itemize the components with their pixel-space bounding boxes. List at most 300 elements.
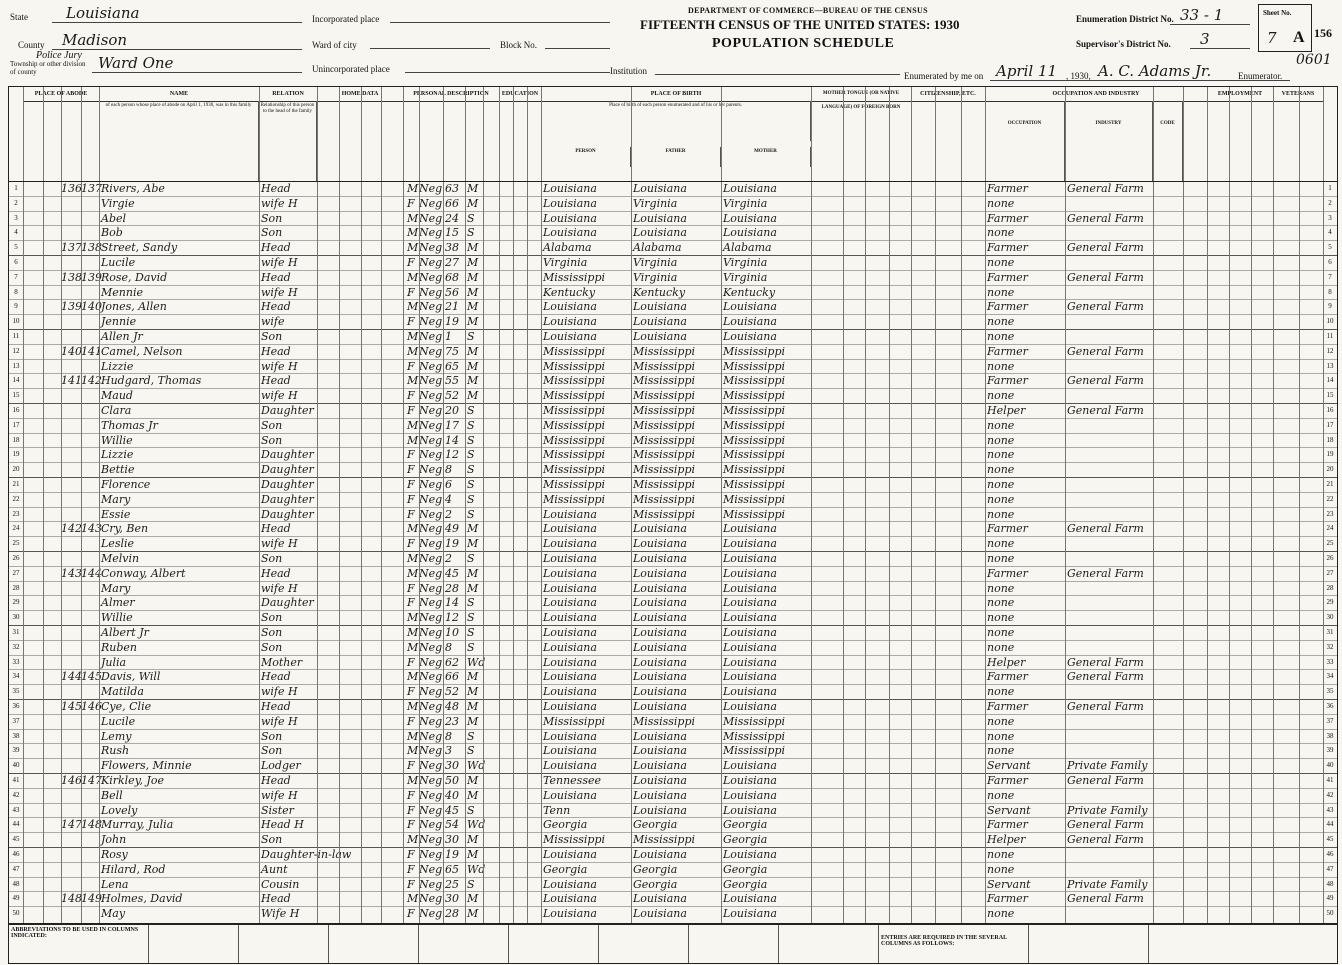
cell-mpob: Alabama	[723, 241, 772, 255]
row-number-right: 50	[1326, 909, 1334, 918]
cell-rel: Head	[261, 670, 291, 684]
cell-age: 66	[445, 670, 459, 684]
cell-age: 28	[445, 581, 459, 595]
cell-ms: M	[467, 581, 479, 595]
cell-ms: M	[467, 300, 479, 314]
cell-ln: 12	[12, 346, 20, 355]
cell-sex: M	[407, 640, 419, 654]
cell-name: Rush	[101, 744, 130, 758]
column-divider	[1183, 87, 1184, 923]
row-number-right: 36	[1326, 702, 1334, 710]
cell-fpob: Louisiana	[633, 803, 687, 817]
cell-race: Neg	[419, 848, 443, 861]
cell-ln: 24	[12, 524, 20, 533]
census-title: FIFTEENTH CENSUS OF THE UNITED STATES: 1930	[640, 17, 960, 32]
cell-fpob: Kentucky	[633, 285, 686, 299]
cell-sex: F	[407, 537, 415, 551]
cell-name: Bob	[101, 226, 123, 240]
cell-ln: 42	[12, 790, 20, 799]
cell-rel: Son	[261, 211, 283, 225]
row-number-right: 12	[1326, 346, 1334, 355]
cell-mpob: Louisiana	[723, 670, 777, 684]
cell-fam: 143	[81, 522, 102, 536]
cell-rel: Head	[261, 700, 291, 713]
cell-pob: Louisiana	[543, 211, 597, 225]
cell-sex: F	[407, 492, 415, 506]
occupation-head: OCCUPATION	[985, 101, 1065, 181]
township-label: Township or other division of county	[10, 60, 86, 76]
cell-rel: Lodger	[261, 759, 301, 773]
cell-rel: Head	[261, 182, 291, 195]
cell-rel: Daughter	[261, 596, 314, 610]
cell-age: 17	[445, 418, 459, 432]
cell-dw: 140	[61, 344, 82, 358]
cell-ln: 34	[12, 672, 20, 681]
cell-fpob: Louisiana	[633, 640, 687, 654]
cell-pob: Louisiana	[543, 640, 597, 654]
cell-ms: S	[467, 330, 475, 343]
cell-ms: M	[467, 256, 479, 269]
cell-ms: Wd	[467, 759, 486, 773]
group-tongue: MOTHER TONGUE (OR NATIVE LANGUAGE) OF FOREIGN BORN	[811, 87, 912, 102]
cell-sex: M	[407, 374, 419, 388]
cell-race: Neg	[419, 300, 443, 314]
cell-ms: M	[467, 685, 479, 699]
cell-pob: Louisiana	[543, 552, 597, 565]
group-relation: RELATION	[259, 87, 318, 102]
cell-mpob: Virginia	[723, 256, 768, 269]
cell-occ: none	[987, 492, 1015, 506]
cell-race: Neg	[419, 270, 443, 284]
cell-name: Maud	[101, 389, 133, 403]
cell-sex: F	[407, 818, 415, 832]
cell-mpob: Mississippi	[723, 729, 785, 743]
cell-age: 4	[445, 492, 452, 506]
cell-sex: M	[407, 433, 419, 447]
cell-mpob: Louisiana	[723, 685, 777, 699]
column-divider	[43, 87, 44, 923]
row-number-right: 29	[1326, 598, 1334, 607]
cell-sex: F	[407, 256, 415, 269]
cell-race: Neg	[419, 433, 443, 447]
enum-district-label: Enumeration District No.	[1076, 14, 1174, 24]
row-number-right: 39	[1326, 746, 1334, 755]
cell-pob: Louisiana	[543, 626, 597, 639]
cell-fpob: Georgia	[633, 862, 678, 876]
row-number-right: 31	[1326, 628, 1334, 636]
cell-pob: Louisiana	[543, 507, 597, 521]
cell-rel: Mother	[261, 655, 303, 669]
column-divider	[23, 87, 24, 923]
row-number-right: 49	[1326, 894, 1334, 903]
row-number-right: 21	[1326, 480, 1334, 488]
cell-mpob: Louisiana	[723, 788, 777, 802]
cell-ln: 22	[12, 494, 20, 503]
sheet-value: 7	[1267, 29, 1277, 47]
cell-pob: Louisiana	[543, 788, 597, 802]
cell-ms: S	[467, 507, 475, 521]
cell-occ: Farmer	[987, 700, 1028, 713]
cell-ind: Private Family	[1067, 877, 1148, 891]
cell-mpob: Louisiana	[723, 892, 777, 906]
cell-ln: 38	[12, 731, 20, 740]
block-label: Block No.	[500, 40, 537, 50]
cell-race: Neg	[419, 759, 443, 773]
cell-pob: Louisiana	[543, 330, 597, 343]
group-birth: PLACE OF BIRTH	[541, 87, 812, 102]
cell-race: Neg	[419, 744, 443, 758]
cell-pob: Mississippi	[543, 463, 605, 477]
cell-ln: 20	[12, 465, 20, 474]
cell-ind: General Farm	[1067, 818, 1144, 832]
cell-race: Neg	[419, 256, 443, 269]
cell-occ: Farmer	[987, 818, 1028, 832]
corner-number: 0601	[1296, 52, 1332, 68]
cell-pob: Alabama	[543, 241, 592, 255]
township-value: Ward One	[98, 54, 174, 72]
column-divider	[911, 87, 912, 923]
row-number-right: 34	[1326, 672, 1334, 681]
cell-race: Neg	[419, 448, 443, 462]
cell-mpob: Mississippi	[723, 744, 785, 758]
cell-pob: Tennessee	[543, 774, 601, 787]
cell-race: Neg	[419, 640, 443, 654]
column-divider	[721, 87, 722, 923]
column-divider	[403, 87, 404, 923]
cell-fpob: Louisiana	[633, 211, 687, 225]
cell-ln: 32	[12, 642, 20, 651]
cell-mpob: Louisiana	[723, 655, 777, 669]
cell-ind: General Farm	[1067, 241, 1144, 255]
group-employment: EMPLOYMENT	[1207, 87, 1274, 102]
cell-fpob: Louisiana	[633, 848, 687, 861]
cell-ms: M	[467, 522, 479, 536]
row-number-right: 15	[1326, 391, 1334, 400]
cell-fam: 144	[81, 566, 102, 580]
cell-fam: 141	[81, 344, 102, 358]
cell-sex: F	[407, 463, 415, 477]
cell-ms: M	[467, 670, 479, 684]
cell-name: Mary	[101, 581, 131, 595]
column-divider	[381, 87, 382, 923]
cell-ms: M	[467, 714, 479, 728]
cell-ln: 7	[14, 272, 18, 281]
cell-race: Neg	[419, 478, 443, 491]
cell-race: Neg	[419, 418, 443, 432]
cell-age: 8	[445, 729, 452, 743]
cell-ln: 8	[14, 287, 18, 296]
cell-ind: General Farm	[1067, 344, 1144, 358]
cell-sex: M	[407, 182, 419, 195]
cell-occ: Helper	[987, 404, 1026, 417]
cell-mpob: Georgia	[723, 833, 768, 847]
cell-pob: Louisiana	[543, 522, 597, 536]
cell-sex: M	[407, 626, 419, 639]
cell-fpob: Louisiana	[633, 537, 687, 551]
cell-sex: F	[407, 848, 415, 861]
institution-label: Institution	[610, 66, 648, 76]
cell-occ: Helper	[987, 655, 1026, 669]
enumerated-label: Enumerated by me on	[904, 71, 984, 81]
cell-ln: 21	[12, 480, 20, 488]
column-divider	[1273, 87, 1274, 923]
cell-fpob: Alabama	[633, 241, 682, 255]
group-education: EDUCATION	[499, 87, 542, 102]
cell-sex: F	[407, 877, 415, 891]
cell-mpob: Mississippi	[723, 374, 785, 388]
cell-fpob: Virginia	[633, 256, 678, 269]
row-number-right: 19	[1326, 450, 1334, 459]
cell-age: 19	[445, 315, 459, 329]
cell-fpob: Virginia	[633, 270, 678, 284]
cell-sex: F	[407, 359, 415, 373]
group-name: NAME	[99, 87, 260, 102]
cell-name: May	[101, 907, 126, 921]
cell-name: Lovely	[101, 803, 138, 817]
cell-age: 21	[445, 300, 459, 314]
cell-sex: M	[407, 270, 419, 284]
column-divider	[259, 87, 260, 923]
column-divider	[1065, 87, 1066, 923]
cell-fpob: Louisiana	[633, 744, 687, 758]
cell-pob: Mississippi	[543, 478, 605, 491]
cell-ms: S	[467, 596, 475, 610]
cell-ind: General Farm	[1067, 300, 1144, 314]
schedule-title: POPULATION SCHEDULE	[712, 36, 895, 51]
cell-name: Julia	[101, 655, 127, 669]
cell-ind: Private Family	[1067, 759, 1148, 773]
cell-ln: 45	[12, 835, 20, 844]
cell-rel: wife H	[261, 256, 298, 269]
cell-age: 15	[445, 226, 459, 240]
column-divider	[1229, 87, 1230, 923]
cell-fam: 142	[81, 374, 102, 388]
cell-rel: Cousin	[261, 877, 300, 891]
cell-race: Neg	[419, 196, 443, 210]
cell-race: Neg	[419, 285, 443, 299]
row-number-right: 3	[1328, 213, 1332, 222]
cell-rel: wife H	[261, 685, 298, 699]
cell-pob: Louisiana	[543, 759, 597, 773]
birth-mother-head: MOTHER	[721, 147, 811, 167]
cell-pob: Louisiana	[543, 907, 597, 921]
cell-fpob: Louisiana	[633, 759, 687, 773]
cell-ms: Wd	[467, 655, 486, 669]
cell-ms: S	[467, 433, 475, 447]
cell-name: Willie	[101, 611, 133, 625]
cell-occ: Farmer	[987, 344, 1028, 358]
cell-fpob: Louisiana	[633, 300, 687, 314]
cell-mpob: Louisiana	[723, 640, 777, 654]
cell-race: Neg	[419, 907, 443, 921]
cell-age: 8	[445, 463, 452, 477]
abbrev-title: ABBREVIATIONS TO BE USED IN COLUMNS INDICATED:	[9, 925, 149, 963]
cell-occ: Servant	[987, 759, 1031, 773]
cell-occ: none	[987, 907, 1015, 921]
cell-ind: General Farm	[1067, 655, 1144, 669]
cell-sex: F	[407, 196, 415, 210]
cell-race: Neg	[419, 670, 443, 684]
cell-race: Neg	[419, 581, 443, 595]
cell-mpob: Mississippi	[723, 463, 785, 477]
cell-race: Neg	[419, 818, 443, 832]
cell-occ: Farmer	[987, 300, 1028, 314]
row-number-right: 41	[1326, 776, 1334, 784]
cell-rel: wife H	[261, 389, 298, 403]
cell-pob: Mississippi	[543, 433, 605, 447]
code-head: CODE	[1153, 101, 1183, 181]
cell-mpob: Kentucky	[723, 285, 776, 299]
cell-age: 50	[445, 774, 459, 787]
cell-dw: 145	[61, 700, 82, 713]
cell-ln: 1	[14, 184, 18, 192]
cell-mpob: Mississippi	[723, 418, 785, 432]
cell-race: Neg	[419, 774, 443, 787]
cell-race: Neg	[419, 700, 443, 713]
cell-age: 2	[445, 552, 452, 565]
township-note: Police Jury	[36, 50, 82, 61]
cell-fam: 148	[81, 818, 102, 832]
cell-dw: 146	[61, 774, 82, 787]
cell-occ: none	[987, 626, 1015, 639]
cell-mpob: Louisiana	[723, 552, 777, 565]
cell-mpob: Louisiana	[723, 581, 777, 595]
cell-mpob: Mississippi	[723, 507, 785, 521]
cell-occ: none	[987, 389, 1015, 403]
cell-rel: wife H	[261, 359, 298, 373]
cell-fpob: Mississippi	[633, 448, 695, 462]
cell-rel: Son	[261, 744, 283, 758]
cell-age: 65	[445, 359, 459, 373]
cell-sex: M	[407, 700, 419, 713]
sheet-label: Sheet No.	[1263, 9, 1292, 17]
column-divider	[317, 87, 318, 923]
cell-ind: General Farm	[1067, 774, 1144, 787]
cell-ms: S	[467, 803, 475, 817]
column-divider	[465, 87, 466, 923]
cell-age: 14	[445, 596, 459, 610]
cell-ms: S	[467, 404, 475, 417]
cell-occ: none	[987, 744, 1015, 758]
row-number-right: 9	[1328, 302, 1332, 311]
cell-pob: Louisiana	[543, 226, 597, 240]
cell-ms: M	[467, 285, 479, 299]
cell-ms: M	[467, 196, 479, 210]
cell-pob: Mississippi	[543, 359, 605, 373]
cell-ms: S	[467, 226, 475, 240]
cell-age: 2	[445, 507, 452, 521]
column-divider	[1299, 87, 1300, 923]
cell-ms: M	[467, 566, 479, 580]
cell-fpob: Louisiana	[633, 330, 687, 343]
column-divider	[961, 87, 962, 923]
cell-ms: S	[467, 478, 475, 491]
cell-dw: 142	[61, 522, 82, 536]
cell-fam: 147	[81, 774, 102, 787]
cell-age: 49	[445, 522, 459, 536]
birth-desc: Place of birth of each person enumerated and of his or her parents.	[541, 101, 811, 141]
cell-age: 3	[445, 744, 452, 758]
cell-ln: 44	[12, 820, 20, 829]
cell-age: 55	[445, 374, 459, 388]
cell-race: Neg	[419, 892, 443, 906]
cell-pob: Tenn	[543, 803, 571, 817]
cell-ln: 41	[12, 776, 20, 784]
cell-name: Albert Jr	[101, 626, 149, 639]
cell-age: 62	[445, 655, 459, 669]
cell-mpob: Louisiana	[723, 566, 777, 580]
cell-ln: 5	[14, 243, 18, 252]
cell-age: 28	[445, 907, 459, 921]
footer-instructions	[8, 924, 1338, 964]
cell-dw: 141	[61, 374, 82, 388]
cell-ln: 27	[12, 568, 20, 577]
cell-pob: Louisiana	[543, 596, 597, 610]
cell-ind: General Farm	[1067, 566, 1144, 580]
cell-dw: 148	[61, 892, 82, 906]
cell-ms: S	[467, 463, 475, 477]
cell-mpob: Louisiana	[723, 226, 777, 240]
cell-mpob: Mississippi	[723, 714, 785, 728]
cell-ln: 28	[12, 583, 20, 592]
column-divider	[843, 87, 844, 923]
cell-race: Neg	[419, 537, 443, 551]
cell-fam: 140	[81, 300, 102, 314]
cell-fpob: Louisiana	[633, 700, 687, 713]
cell-sex: M	[407, 774, 419, 787]
cell-rel: Wife H	[261, 907, 300, 921]
cell-pob: Louisiana	[543, 892, 597, 906]
column-divider	[361, 87, 362, 923]
cell-rel: Daughter	[261, 478, 314, 491]
cell-mpob: Georgia	[723, 818, 768, 832]
row-number-right: 5	[1328, 243, 1332, 252]
cell-pob: Louisiana	[543, 537, 597, 551]
cell-ms: S	[467, 211, 475, 225]
cell-name: Davis, Will	[101, 670, 161, 684]
cell-mpob: Mississippi	[723, 478, 785, 491]
cell-sex: M	[407, 344, 419, 358]
cell-fpob: Mississippi	[633, 344, 695, 358]
cell-ms: S	[467, 611, 475, 625]
cell-name: Flowers, Minnie	[101, 759, 192, 773]
cell-fpob: Louisiana	[633, 892, 687, 906]
cell-sex: M	[407, 241, 419, 255]
cell-pob: Mississippi	[543, 270, 605, 284]
cell-race: Neg	[419, 404, 443, 417]
cell-rel: Daughter-in-law	[261, 848, 352, 861]
cell-pob: Louisiana	[543, 300, 597, 314]
cell-rel: Son	[261, 833, 283, 847]
cell-ind: General Farm	[1067, 374, 1144, 388]
cell-mpob: Mississippi	[723, 492, 785, 506]
cell-name: Mennie	[101, 285, 143, 299]
column-divider	[99, 87, 100, 923]
cell-name: Lucile	[101, 714, 136, 728]
cell-dw: 136	[61, 182, 82, 195]
column-divider	[81, 87, 82, 923]
cell-sex: M	[407, 892, 419, 906]
cell-ln: 47	[12, 864, 20, 873]
sheet-box	[1258, 4, 1312, 52]
cell-age: 45	[445, 566, 459, 580]
cell-sex: F	[407, 685, 415, 699]
cell-race: Neg	[419, 492, 443, 506]
cell-rel: Head	[261, 566, 291, 580]
cell-fam: 149	[81, 892, 102, 906]
entries-title: ENTRIES ARE REQUIRED IN THE SEVERAL COLUMNS AS FOLLOWS:	[879, 925, 1029, 963]
cell-rel: Son	[261, 611, 283, 625]
